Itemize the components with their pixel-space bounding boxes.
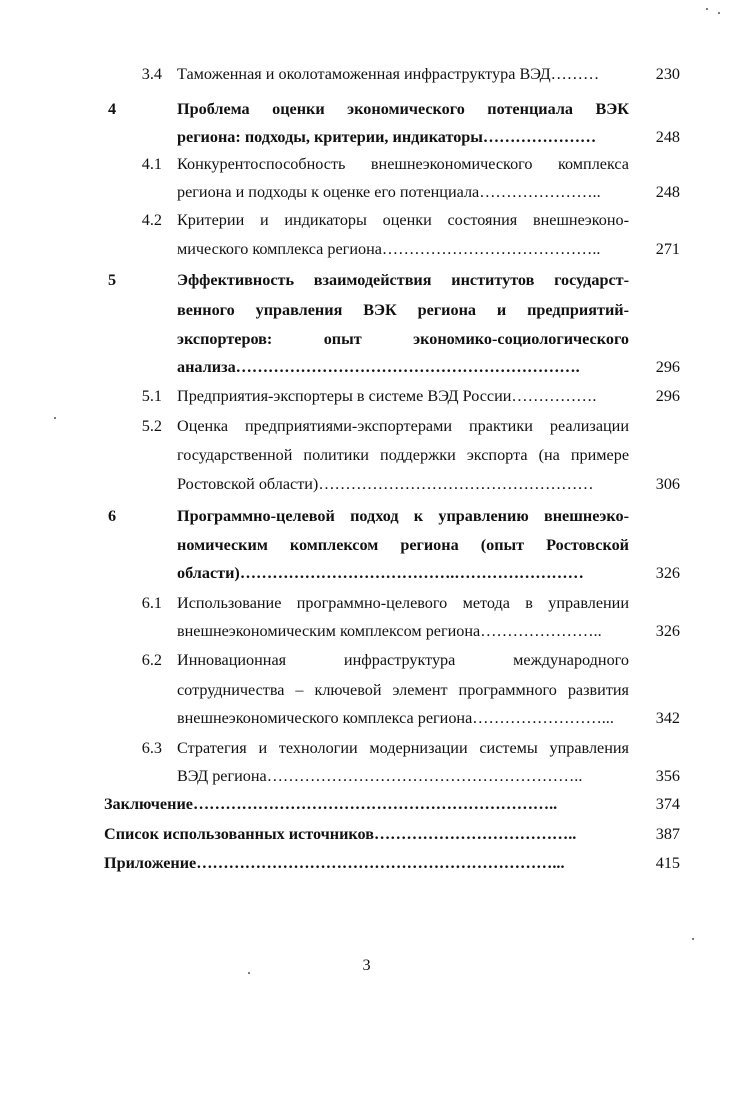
toc-entry-3-4 [0, 61, 733, 87]
toc-entry-title: мического комплекса региона………………………………….. [177, 240, 601, 258]
toc-entry-number: 6 [108, 507, 117, 525]
toc-entry-number: 5 [108, 271, 117, 289]
toc-entry-title: Заключение………………………………………………………….. [104, 795, 558, 813]
toc-entry-page: 326 [655, 564, 680, 582]
scan-speck [248, 972, 250, 974]
toc-entry-title: Программно-целевой подход к управлению внешнеэко- [177, 507, 629, 525]
toc-entry-title: Предприятия-экспортеры в системе ВЭД России……………. [177, 387, 597, 405]
toc-entry-page: 342 [655, 709, 680, 727]
toc-entry-title: Критерии и индикаторы оценки состояния внешнеэконо- [177, 211, 629, 229]
toc-entry-title: Конкурентоспособность внешнеэкономического комплекса [177, 155, 629, 173]
toc-entry-page: 230 [655, 65, 680, 83]
toc-entry-5-2-continued [0, 471, 733, 497]
toc-entry-5-continued [0, 354, 733, 380]
toc-entry-number: 5.1 [141, 387, 162, 405]
toc-entry-page: 356 [655, 767, 680, 785]
toc-entry-5-1 [0, 383, 733, 409]
toc-entry-page: 248 [655, 128, 680, 146]
toc-entry-title: области)………………………………….…………………… [177, 564, 584, 582]
toc-entry-number: 5.2 [141, 417, 162, 435]
toc-entry-page: 248 [655, 183, 680, 201]
toc-entry-title: анализа………………………………………………………. [177, 358, 580, 376]
toc-entry-title: сотрудничества – ключевой элемент программного развития [177, 681, 629, 699]
toc-entry-title: Проблема оценки экономического потенциала ВЭК [177, 100, 629, 118]
toc-entry-title: Таможенная и околотаможенная инфраструктура ВЭД……… [177, 65, 600, 83]
toc-entry-5-2-continued [0, 442, 733, 468]
toc-entry-6-3-continued [0, 763, 733, 789]
toc-entry-number: 6.3 [141, 739, 162, 757]
toc-entry-number: 4.1 [141, 155, 162, 173]
scan-speck [54, 417, 56, 419]
toc-entry-title: региона: подходы, критерии, индикаторы………………… [177, 128, 597, 146]
toc-entry-6-3 [0, 735, 733, 761]
toc-entry-number: 6.1 [141, 594, 162, 612]
toc-entry-title: внешнеэкономическим комплексом региона………………….. [177, 622, 602, 640]
toc-entry-page: 387 [655, 825, 680, 843]
toc-entry-page: 296 [655, 358, 680, 376]
toc-entry-page: 271 [655, 240, 680, 258]
toc-entry-4-2 [0, 207, 733, 233]
scan-speck [706, 8, 708, 10]
toc-entry-title: региона и подходы к оценке его потенциала………………….. [177, 183, 601, 201]
toc-entry-title: Инновационная инфраструктура международного [177, 651, 629, 669]
toc-entry-4-continued [0, 124, 733, 150]
toc-entry-number: 6.2 [141, 651, 162, 669]
toc-entry-title: Список использованных источников……………………………….. [104, 825, 577, 843]
toc-entry-number: 4 [108, 100, 117, 118]
scan-speck [718, 12, 720, 14]
toc-entry-6-continued [0, 532, 733, 558]
toc-entry-number: 4.2 [141, 211, 162, 229]
toc-entry-5-continued [0, 297, 733, 323]
toc-entry-title: венного управления ВЭК региона и предприятий- [177, 301, 629, 319]
toc-entry-title: экспортеров: опыт экономико-социологического [177, 330, 629, 348]
page-number: 3 [362, 956, 371, 974]
toc-entry-6-1 [0, 590, 733, 616]
toc-entry-6-continued [0, 560, 733, 586]
toc-entry-title: Использование программно-целевого метода в управлении [177, 594, 629, 612]
toc-entry-page: 296 [655, 387, 680, 405]
scan-speck [692, 938, 694, 940]
toc-entry-4-1-continued [0, 179, 733, 205]
toc-entry-6-2-continued [0, 705, 733, 731]
toc-entry-title: Стратегия и технологии модернизации системы управления [177, 739, 629, 757]
toc-entry-4-2-continued [0, 236, 733, 262]
toc-entry-title: номическим комплексом региона (опыт Ростовской [177, 536, 629, 554]
toc-entry-6-1-continued [0, 618, 733, 644]
toc-entry-title: Приложение…………………………………………………………... [104, 854, 565, 872]
toc-entry-number: 3.4 [141, 65, 162, 83]
toc-entry-appendix [0, 850, 733, 876]
toc-entry-6-2 [0, 647, 733, 673]
toc-entry-page: 306 [655, 475, 680, 493]
toc-entry-title: Эффективность взаимодействия институтов государст- [177, 271, 629, 289]
toc-entry-4 [0, 96, 733, 122]
toc-entry-page: 326 [655, 622, 680, 640]
toc-entry-title: государственной политики поддержки экспорта (на примере [177, 446, 629, 464]
toc-entry-5-2 [0, 413, 733, 439]
toc-entry-page: 415 [655, 854, 680, 872]
toc-entry-page: 374 [655, 795, 680, 813]
toc-entry-4-1 [0, 151, 733, 177]
toc-entry-6 [0, 503, 733, 529]
toc-entry-5 [0, 267, 733, 293]
toc-entry-title: ВЭД региона………………………………………………….. [177, 767, 583, 785]
toc-entry-5-continued [0, 326, 733, 352]
toc-entry-title: Ростовской области)…………………………………………… [177, 475, 594, 493]
toc-entry-conclusion [0, 791, 733, 817]
toc-entry-references [0, 821, 733, 847]
toc-entry-title: внешнеэкономического комплекса региона……………………... [177, 709, 614, 727]
toc-entry-6-2-continued [0, 677, 733, 703]
toc-entry-title: Оценка предприятиями-экспортерами практики реализации [177, 417, 629, 435]
